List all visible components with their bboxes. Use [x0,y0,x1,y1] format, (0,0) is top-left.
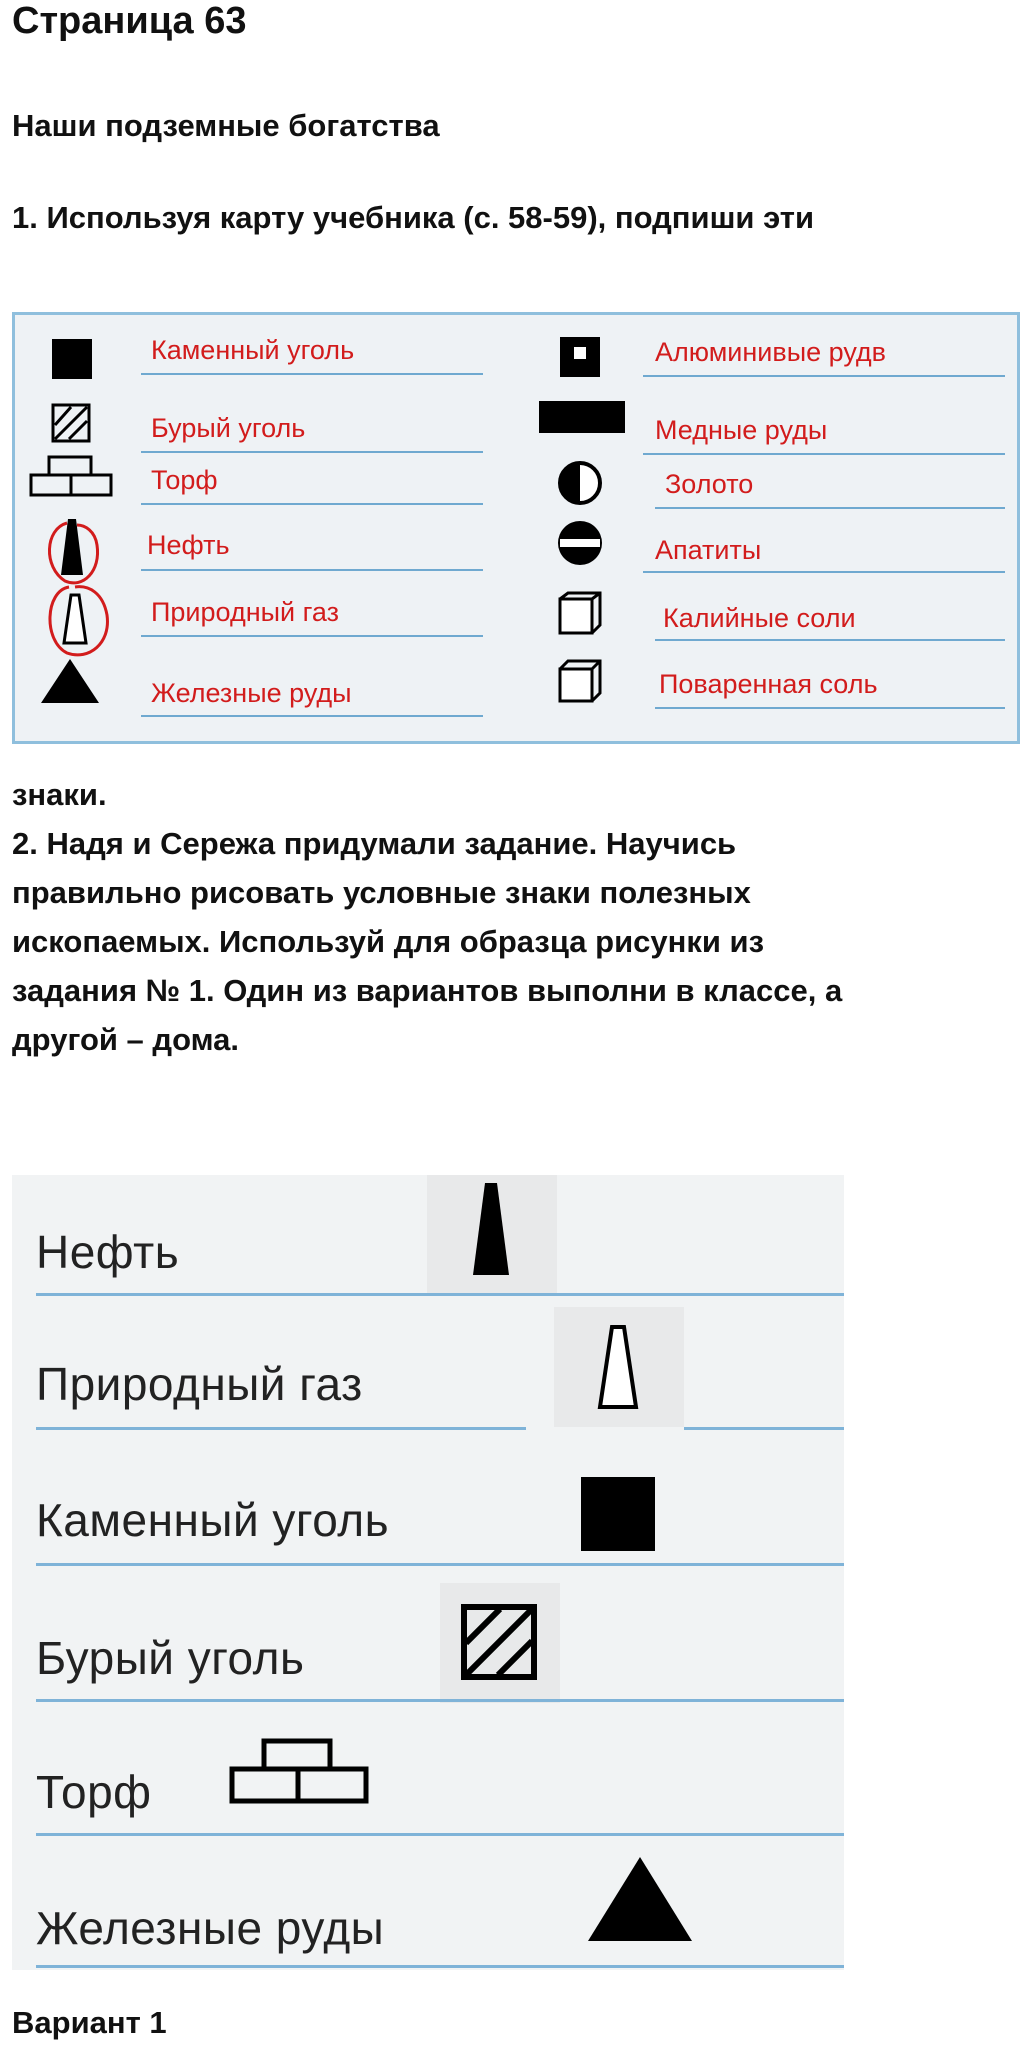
filled-triangle-icon [580,1849,700,1949]
variant-box [12,1175,844,1970]
legend-label: Природный газ [151,597,339,627]
ruling-line [36,1293,844,1296]
legend-label: Алюминивые рудв [655,337,887,367]
ruling-line [643,453,1005,455]
task-2-line: другой – дома. [12,1022,239,1057]
task-2-line: ископаемых. Используй для образца рисунки из [12,924,764,959]
variant-row-label: Бурый уголь [36,1632,305,1684]
filled-trapezoid-icon [427,1175,557,1295]
ruling-line [141,373,483,375]
filled-square-icon [41,331,101,391]
filled-triangle-icon [35,651,105,711]
legend-label: Медные руды [655,415,828,445]
filled-square-icon [575,1471,665,1561]
task-1-tail: знаки. [12,777,107,812]
page-title: Страница 63 [12,0,247,42]
hatched-square-icon [41,395,101,455]
variant-row-label: Природный газ [36,1358,363,1410]
task-1-text: 1. Используя карту учебника (с. 58-59), подпиши эти [12,200,815,235]
ruling-line [141,503,483,505]
outline-trapezoid-icon [554,1307,684,1427]
circle-with-bar-icon [550,513,610,573]
legend-label: Апатиты [655,535,762,565]
task-2-paragraph [12,770,1022,1064]
section-title: Наши подземные богатства [12,108,440,143]
ruling-line [36,1699,844,1702]
legend-label: Нефть [147,530,230,560]
legend-label: Каменный уголь [151,335,355,365]
ruling-line [141,635,483,637]
legend-label: Калийные соли [663,603,856,633]
bricks-icon [27,447,115,507]
legend-label: Золото [665,469,754,499]
legend-label: Железные руды [151,678,352,708]
ruling-line [36,1965,844,1968]
ruling-line [655,507,1005,509]
variant-row-label: Торф [36,1766,152,1818]
legend-label: Торф [151,465,218,495]
bricks-icon [224,1729,374,1819]
square-with-dot-icon [550,327,610,387]
ruling-line [36,1563,844,1566]
ruling-line [655,639,1005,641]
legend-box [12,312,1020,744]
cube-icon [550,651,610,711]
hatched-square-icon [440,1583,560,1703]
ruling-line [36,1427,526,1430]
ruling-line [141,715,483,717]
ruling-line [643,571,1005,573]
task-2-line: правильно рисовать условные знаки полезных [12,875,751,910]
ruling-line [643,375,1005,377]
task-2-line: 2. Надя и Сережа придумали задание. Научись [12,826,737,861]
variant-row-label: Каменный уголь [36,1494,390,1546]
ruling-line [36,1833,844,1836]
ruling-line [141,569,483,571]
half-filled-circle-icon [550,453,610,513]
filled-rectangle-icon [535,393,629,443]
legend-label: Поваренная соль [659,669,878,699]
legend-label: Бурый уголь [151,413,306,443]
task-2-line: задания № 1. Один из вариантов выполни в классе, а [12,973,843,1008]
ruling-line [141,451,483,453]
variant-label: Вариант 1 [12,2005,167,2040]
outline-trapezoid-icon [37,577,117,661]
ruling-line [684,1427,844,1430]
ruling-line [655,707,1005,709]
open-cube-icon [550,583,610,643]
variant-row-label: Железные руды [36,1902,385,1954]
variant-row-label: Нефть [36,1226,180,1278]
